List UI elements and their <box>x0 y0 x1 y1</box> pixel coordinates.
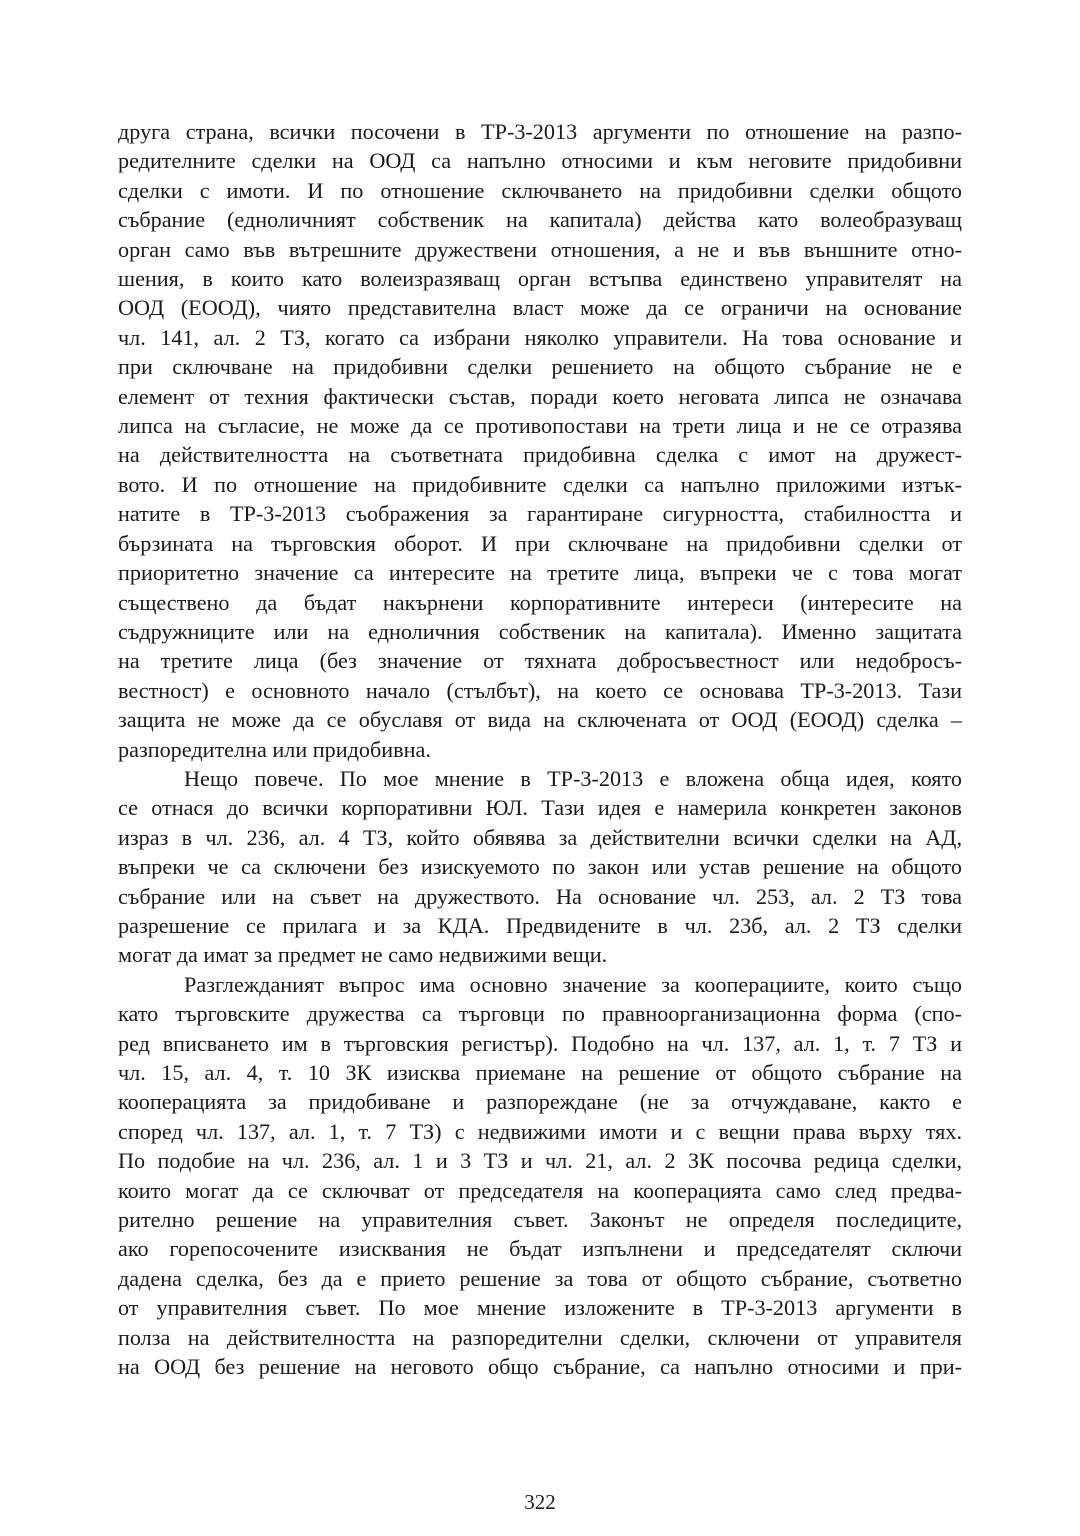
page-number: 322 <box>524 1490 556 1514</box>
text-line: друга страна, всички посочени в ТР-3-2013 аргументи по отношение на разпо- <box>118 119 962 144</box>
text-line: на действителността на съответната придобивна сделка с имот на дружест- <box>118 442 962 468</box>
text-line: които могат да се сключват от председателя на кооперацията само след предва- <box>118 1177 962 1203</box>
text-line: дадена сделка, без да е прието решение за това от общото събрание, съответно <box>118 1265 962 1291</box>
text-line: елемент от техния фактически състав, поради което неговата липса не означава <box>118 383 962 409</box>
text-line: вестност) е основното начало (стълбът), на което се основава ТР-3-2013. Тази <box>118 677 962 703</box>
text-line: натите в ТР-3-2013 съображения за гарантиране сигурността, стабилността и <box>118 501 962 527</box>
text-line: редителните сделки на ООД са напълно относими и към неговите придобивни <box>118 148 962 174</box>
paragraph <box>118 970 962 1382</box>
text-line: съдружниците или на едноличния собственик на капитала). Именно защитата <box>118 618 962 644</box>
text-line: според чл. 137, ал. 1, т. 7 ТЗ) с недвижими имоти и с вещни права върху тях. <box>118 1118 962 1144</box>
text-line: разрешение се прилага и за КДА. Предвидените в чл. 23б, ал. 2 ТЗ сделки <box>118 912 962 938</box>
text-line: Нещо повече. По мое мнение в ТР-3-2013 е вложена обща идея, която <box>184 765 962 791</box>
text-line: при сключване на придобивни сделки решението на общото събрание не е <box>118 354 962 380</box>
paragraph <box>118 117 962 764</box>
text-line: като търговските дружества са търговци по правноорганизационна форма (спо- <box>118 1001 962 1027</box>
text-line: събрание (едноличният собственик на капитала) действа като волеобразуващ <box>118 207 962 233</box>
text-line: се отнася до всички корпоративни ЮЛ. Тази идея е намерила конкретен законов <box>118 795 962 821</box>
text-line: чл. 141, ал. 2 ТЗ, когато са избрани няколко управители. На това основание и <box>118 324 962 350</box>
text-line: бързината на търговския оборот. И при сключване на придобивни сделки от <box>118 530 962 556</box>
text-line: на третите лица (без значение от тяхната добросъвестност или недобросъ- <box>118 648 962 674</box>
text-line: могат да имат за предмет не само недвижими вещи. <box>118 942 608 968</box>
text-line: от управителния съвет. По мое мнение изложените в ТР-3-2013 аргументи в <box>118 1295 962 1321</box>
text-line: събрание или на съвет на дружеството. На основание чл. 253, ал. 2 ТЗ това <box>118 883 962 909</box>
text-line: сделки с имоти. И по отношение сключването на придобивни сделки общото <box>118 177 962 203</box>
text-line: рително решение на управителния съвет. Законът не определя последиците, <box>118 1207 962 1233</box>
text-line: полза на действителността на разпоредителни сделки, сключени от управителя <box>118 1324 962 1350</box>
text-line: въпреки че са сключени без изискуемото по закон или устав решение на общото <box>118 854 962 880</box>
text-line: ако горепосочените изисквания не бъдат изпълнени и председателят сключи <box>118 1236 962 1262</box>
text-line: вото. И по отношение на придобивните сделки са напълно приложими изтък- <box>118 471 962 497</box>
text-line: орган само във вътрешните дружествени отношения, а не и във външните отно- <box>118 236 962 262</box>
text-line: на ООД без решение на неговото общо събрание, са напълно относими и при- <box>118 1354 962 1380</box>
text-line: израз в чл. 236, ал. 4 ТЗ, който обявява за действителни всички сделки на АД, <box>118 824 962 850</box>
text-line: Разглежданият въпрос има основно значение за кооперациите, които също <box>184 971 962 997</box>
text-line: липса на съгласие, не може да се противопостави на трети лица и не се отразява <box>118 413 962 439</box>
text-line: разпоредителна или придобивна. <box>118 736 431 762</box>
text-line: ООД (ЕООД), чиято представителна власт може да се ограничи на основание <box>118 295 962 321</box>
text-line: чл. 15, ал. 4, т. 10 ЗК изисква приемане на решение от общото събрание на <box>118 1060 962 1085</box>
text-line: По подобие на чл. 236, ал. 1 и 3 ТЗ и чл. 21, ал. 2 ЗК посочва редица сделки, <box>118 1148 962 1174</box>
text-line: защита не може да се обуславя от вида на сключената от ООД (ЕООД) сделка – <box>118 707 962 733</box>
text-line: съществено да бъдат накърнени корпоративните интереси (интересите на <box>118 589 962 615</box>
text-line: шения, в които като волеизразяващ орган встъпва единствено управителят на <box>118 266 962 292</box>
text-line: приоритетно значение са интересите на третите лица, въпреки че с това могат <box>118 560 962 586</box>
paragraph <box>118 764 962 970</box>
text-line: кооперацията за придобиване и разпореждане (не за отчуждаване, както е <box>118 1089 962 1115</box>
document-body <box>118 117 962 1522</box>
text-line: ред вписването им в търговския регистър). Подобно на чл. 137, ал. 1, т. 7 ТЗ и <box>118 1030 962 1056</box>
